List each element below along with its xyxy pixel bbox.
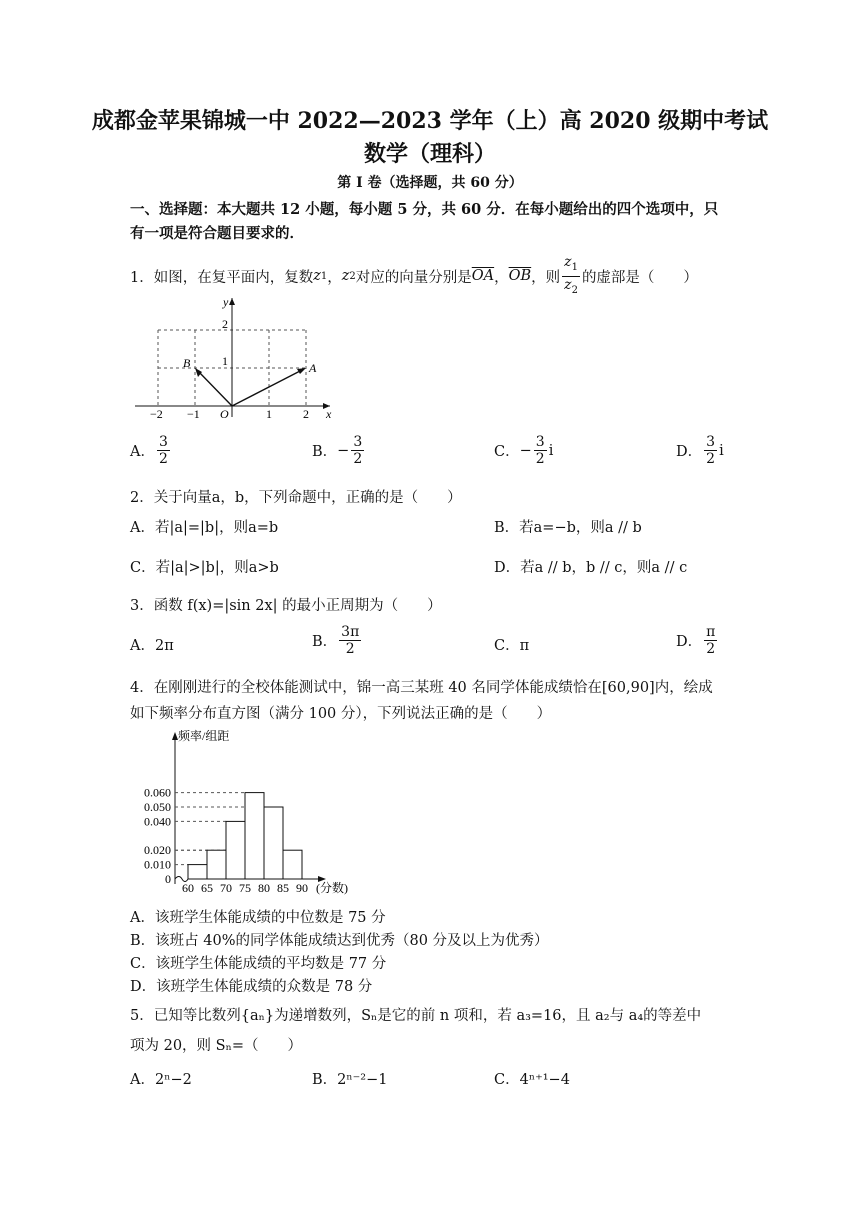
q2-option-c[interactable]: C．若|a|>|b|，则a>b: [130, 560, 279, 576]
histogram-bar: [245, 793, 264, 879]
point-b-label: B: [183, 356, 191, 370]
q3-option-c[interactable]: C．π: [494, 638, 530, 654]
q1-text-a: 1．如图，在复平面内，复数: [130, 269, 314, 286]
question-4-stem-2: 如下频率分布直方图（满分 100 分），下列说法正确的是（ ）: [130, 706, 552, 722]
histogram-bar: [264, 807, 283, 879]
q1-option-c[interactable]: C． − $\frac{3}{2}$ i: [494, 434, 554, 467]
histogram-y-tick-label: 0.060: [144, 785, 171, 800]
histogram-y-tick-label: 0.010: [144, 857, 171, 872]
vector-oa: [232, 370, 302, 406]
histogram-x-tick-label: 85: [277, 881, 289, 895]
q1-text-c: ，则: [531, 269, 561, 286]
tick-x-1: 1: [266, 407, 272, 421]
vector-oa-arrow-icon: [297, 368, 306, 374]
q1-z1-sub: 1: [320, 270, 328, 282]
tick-x-2: 2: [303, 407, 309, 421]
q1-sep: ，: [494, 269, 509, 286]
q4-option-d[interactable]: D．该班学生体能成绩的众数是 78 分: [130, 979, 373, 995]
q1-comma: ，: [327, 269, 342, 286]
histogram-ylabel: 频率/组距: [178, 729, 230, 743]
q1-text-b: 对应的向量分别是: [355, 269, 472, 286]
histogram-y-ticks: [144, 786, 171, 886]
q3-option-d[interactable]: D． $\frac{\pi}{2}$: [676, 624, 716, 657]
histogram-bar: [188, 865, 207, 879]
q1-z2-sub: 2: [349, 270, 356, 282]
y-axis-label: y: [223, 295, 229, 309]
y-axis-arrow-icon: [229, 298, 235, 305]
section-instruction-1: 一、选择题：本大题共 12 小题，每小题 5 分，共 60 分．在每小题给出的四个选项中，只: [130, 201, 719, 218]
exam-subject: 数学（理科）: [363, 141, 496, 167]
q1-z1: z: [313, 268, 321, 285]
tick-x-neg1: −1: [187, 407, 200, 421]
histogram-y-tick-label: 0.020: [144, 843, 171, 858]
histogram-x-ticks: [182, 881, 308, 895]
question-5-stem-2: 项为 20，则 Sₙ=（ ）: [130, 1038, 303, 1054]
question-4-stem-1: 4．在刚刚进行的全校体能测试中，锦一高三某班 40 名同学体能成绩恰在[60,90]内，绘成: [130, 680, 713, 696]
histogram-bar: [226, 821, 245, 879]
tick-y-2: 2: [222, 317, 228, 331]
q1-text-d: 的虚部是（ ）: [581, 269, 698, 286]
section-instruction-2: 有一项是符合题目要求的．: [130, 225, 304, 242]
histogram-y-tick-label: 0.050: [144, 800, 171, 814]
q1-vector-oa: $\overline{OA}$: [471, 268, 495, 285]
origin-label: O: [220, 407, 229, 421]
q5-option-b[interactable]: B．2ⁿ⁻²−1: [312, 1072, 388, 1088]
question-2-stem: 2．关于向量a，b，下列命题中，正确的是（ ）: [130, 490, 462, 506]
x-axis-label: x: [326, 407, 332, 421]
q2-option-a[interactable]: A．若|a|=|b|，则a=b: [130, 520, 279, 536]
histogram-x-tick-label: 80: [258, 881, 270, 895]
q1-option-a[interactable]: A． $\frac{3}{2}$: [130, 434, 168, 467]
question-5-stem-1: 5．已知等比数列{aₙ}为递增数列，Sₙ是它的前 n 项和，若 a₃=16，且 a₂与 a₄的等差中: [130, 1008, 702, 1024]
q1-fraction: $\frac{z_1}{z_2}$: [564, 254, 578, 296]
vector-ob: [198, 371, 232, 406]
histogram-x-tick-label: 65: [201, 881, 213, 895]
point-a-label: A: [309, 361, 317, 375]
histogram-y-tick-label: 0: [165, 872, 171, 886]
q4-option-a[interactable]: A．该班学生体能成绩的中位数是 75 分: [130, 910, 386, 926]
q5-option-c[interactable]: C．4ⁿ⁺¹−4: [494, 1072, 570, 1088]
q2-option-b[interactable]: B．若a=−b，则a // b: [494, 520, 642, 536]
q1-z2: z: [341, 268, 350, 285]
q5-option-a[interactable]: A．2ⁿ−2: [130, 1072, 192, 1088]
q4-option-c[interactable]: C．该班学生体能成绩的平均数是 77 分: [130, 956, 387, 972]
frequency-histogram: [130, 724, 370, 896]
histogram-y-tick-label: 0.040: [144, 814, 171, 829]
histogram-bars: [188, 793, 302, 879]
complex-plane-figure: [130, 292, 340, 422]
histogram-x-tick-label: 90: [296, 881, 308, 895]
tick-y-1: 1: [222, 354, 228, 368]
histogram-x-tick-label: 60: [182, 881, 194, 895]
part-heading: 第 I 卷（选择题，共 60 分）: [337, 175, 523, 191]
histogram-bar: [283, 850, 302, 879]
q1-vector-ob: $\overline{OB}$: [508, 268, 532, 285]
q1-option-b[interactable]: B． − $\frac{3}{2}$: [312, 434, 363, 467]
histogram-bar: [207, 850, 226, 879]
tick-x-neg2: −2: [150, 407, 163, 421]
q1-option-d[interactable]: D． $\frac{3}{2}$ i: [676, 434, 724, 467]
histogram-x-tick-label: 70: [220, 881, 232, 895]
vector-ob-arrow-icon: [195, 368, 202, 377]
q4-option-b[interactable]: B．该班占 40%的同学体能成绩达到优秀（80 分及以上为优秀）: [130, 933, 549, 949]
q3-option-b[interactable]: B． $\frac{3\pi}{2}$: [312, 624, 360, 657]
question-3-stem: 3．函数 f(x)=|sin 2x| 的最小正周期为（ ）: [130, 598, 442, 614]
histogram-x-tick-label: 75: [239, 881, 251, 895]
q2-option-d[interactable]: D．若a // b，b // c，则a // c: [494, 560, 688, 576]
exam-title: 成都金苹果锦城一中 2022—2023 学年（上）高 2020 级期中考试: [91, 108, 769, 134]
histogram-xlabel: (分数): [316, 881, 348, 895]
q3-option-a[interactable]: A．2π: [130, 638, 174, 654]
